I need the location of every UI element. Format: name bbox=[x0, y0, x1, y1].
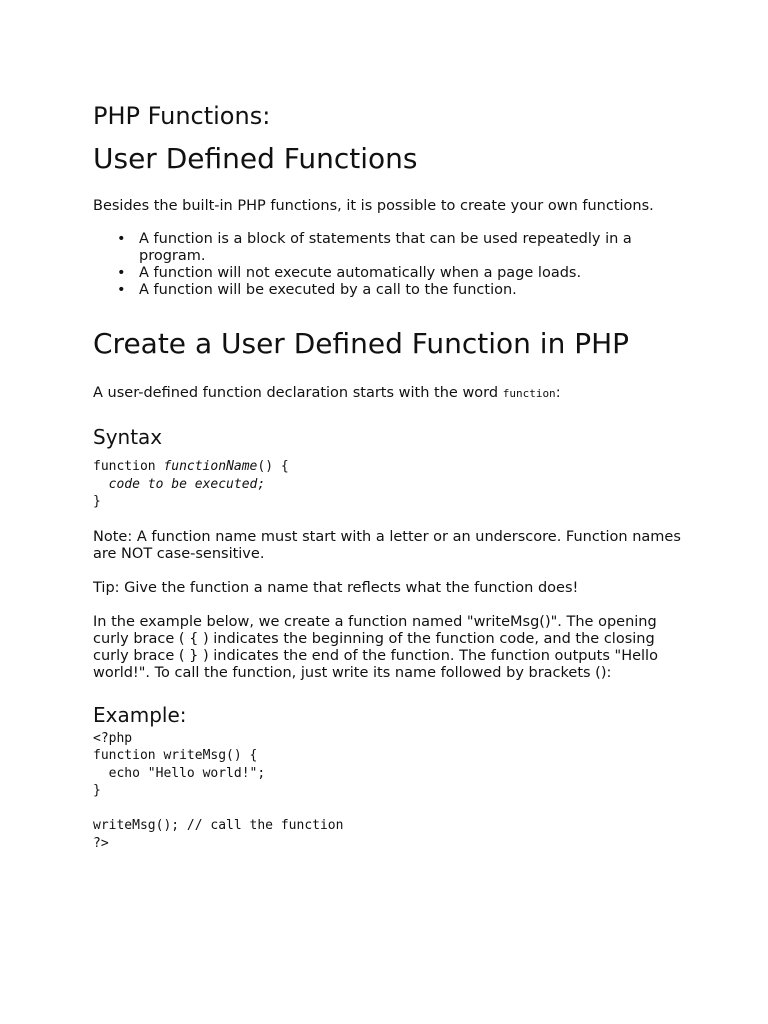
bullet-icon: • bbox=[117, 231, 126, 247]
bullet-icon: • bbox=[117, 282, 126, 298]
syntax-code-block bbox=[93, 458, 693, 511]
tip-paragraph: Tip: Give the function a name that reflects what the function does! bbox=[93, 579, 579, 596]
page-title: PHP Functions: bbox=[93, 102, 271, 130]
syntax-heading: Syntax bbox=[93, 425, 163, 449]
example-description: In the example below, we create a function named "writeMsg()". The opening curly brace ( { ) indicates the beginning of the function code, and the closing curly brace ( } ) indicates the end of the function. The function outputs "Hello world!". To call the function, just write its name followed by brackets (): bbox=[93, 613, 658, 681]
intro-paragraph: Besides the built-in PHP functions, it is possible to create your own functions. bbox=[93, 198, 654, 214]
declaration-paragraph bbox=[93, 385, 693, 402]
list-item-text: A function is a block of statements that can be used repeatedly in a program. bbox=[139, 231, 632, 264]
note-paragraph: Note: A function name must start with a letter or an underscore. Function names are NOT case-sensitive. bbox=[93, 528, 681, 562]
list-item-text: A function will not execute automatically when a page loads. bbox=[139, 265, 582, 281]
inline-code-keyword: function bbox=[502, 387, 556, 400]
declaration-text: A user-defined function declaration starts with the word bbox=[93, 385, 503, 401]
list-item-text: A function will be executed by a call to the function. bbox=[139, 282, 517, 298]
list-item bbox=[117, 265, 693, 282]
syntax-body: code to be executed; bbox=[108, 476, 266, 492]
example-heading: Example: bbox=[93, 702, 187, 727]
section-heading: Create a User Defined Function in PHP bbox=[93, 327, 630, 360]
list-item bbox=[117, 282, 693, 299]
declaration-colon: : bbox=[555, 385, 561, 401]
syntax-open-brace: () { bbox=[257, 459, 289, 474]
example-code-block: <?php function writeMsg() { echo "Hello world!"; } writeMsg(); // call the function ?> bbox=[93, 730, 344, 851]
syntax-keyword: function bbox=[93, 459, 164, 474]
bullet-icon: • bbox=[117, 265, 126, 281]
bullet-list bbox=[93, 231, 693, 299]
document-page bbox=[93, 100, 693, 852]
main-heading: User Defined Functions bbox=[93, 142, 418, 175]
list-item bbox=[117, 231, 693, 265]
syntax-function-name: functionName bbox=[163, 459, 258, 474]
syntax-close-brace: } bbox=[93, 494, 101, 509]
